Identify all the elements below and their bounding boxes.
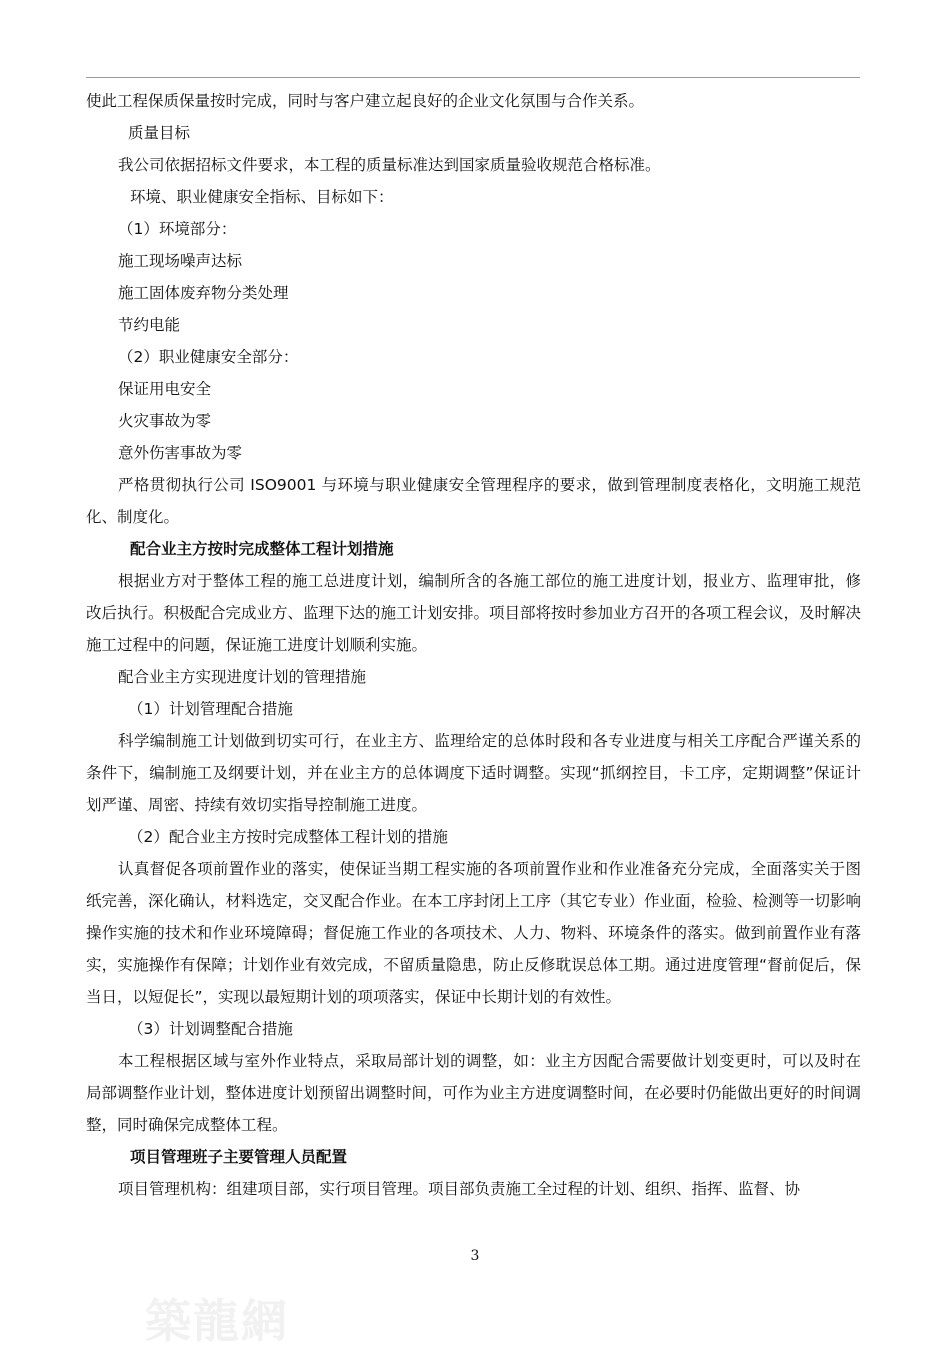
paragraph: 科学编制施工计划做到切实可行，在业主方、监理给定的总体时段和各专业进度与相关工序配合严谨关系的条件下，编制施工及纲要计划，并在业主方的总体调度下适时调整。实现“抓纲控目，卡工序，定期调整”保证计划严谨、周密、持续有效切实指导控制施工进度。 xyxy=(86,732,861,814)
subsection-heading: （2）配合业主方按时完成整体工程计划的措施 xyxy=(128,828,448,846)
watermark: 築龍網 xyxy=(145,1294,289,1348)
list-item: 保证用电安全 xyxy=(118,380,212,398)
list-item: 施工现场噪声达标 xyxy=(118,252,243,270)
list-item: 节约电能 xyxy=(118,316,181,334)
list-heading: （2）职业健康安全部分： xyxy=(118,348,299,366)
subsection-heading: （3）计划调整配合措施 xyxy=(128,1020,293,1038)
paragraph: 项目管理机构：组建项目部，实行项目管理。项目部负责施工全过程的计划、组织、指挥、监督、协 xyxy=(118,1180,801,1198)
paragraph: 认真督促各项前置作业的落实，使保证当期工程实施的各项前置作业和作业准备充分完成，全面落实关于图纸完善，深化确认，材料选定，交叉配合作业。在本工序封闭上工序（其它专业）作业面，检验、检测等一切影响操作实施的技术和作业环境障碍；督促施工作业的各项技术、人力、物料、环境条件的落实。做到前置作业有落实，实施操作有保障；计划作业有效完成，不留质量隐患，防止反修耽误总体工期。通过进度管理“督前促后，保当日，以短促长”，实现以最短期计划的项项落实，保证中长期计划的有效性。 xyxy=(86,860,862,1006)
list-heading: （1）环境部分： xyxy=(118,220,237,238)
paragraph: 根据业方对于整体工程的施工总进度计划，编制所含的各施工部位的施工进度计划，报业方、监理审批，修改后执行。积极配合完成业方、监理下达的施工计划安排。项目部将按时参加业方召开的各项工程会议，及时解决施工过程中的问题，保证施工进度计划顺利实施。 xyxy=(86,572,862,654)
text-line: 使此工程保质保量按时完成，同时与客户建立起良好的企业文化氛围与合作关系。 xyxy=(86,92,645,110)
paragraph: 严格贯彻执行公司 ISO9001 与环境与职业健康安全管理程序的要求，做到管理制度表格化，文明施工规范化、制度化。 xyxy=(86,476,861,526)
page-number: 3 xyxy=(470,1248,480,1264)
list-item: 施工固体废弃物分类处理 xyxy=(118,284,289,302)
section-heading: 项目管理班子主要管理人员配置 xyxy=(130,1148,348,1166)
text-line: 我公司依据招标文件要求，本工程的质量标准达到国家质量验收规范合格标准。 xyxy=(118,156,661,174)
header-rule xyxy=(86,77,860,78)
section-heading: 配合业主方按时完成整体工程计划措施 xyxy=(130,540,394,558)
list-item: 火灾事故为零 xyxy=(118,412,212,430)
paragraph: 本工程根据区域与室外作业特点，采取局部计划的调整，如：业主方因配合需要做计划变更时，可以及时在局部调整作业计划，整体进度计划预留出调整时间，可作为业主方进度调整时间，在必要时仍能做出更好的时间调整，同时确保完成整体工程。 xyxy=(86,1052,862,1134)
document-body xyxy=(86,85,861,1205)
subsection-heading: （1）计划管理配合措施 xyxy=(128,700,293,718)
subsection-heading: 配合业主方实现进度计划的管理措施 xyxy=(118,668,367,686)
section-heading-environment: 环境、职业健康安全指标、目标如下： xyxy=(130,188,394,206)
section-heading-quality: 质量目标 xyxy=(128,124,191,142)
list-item: 意外伤害事故为零 xyxy=(118,444,243,462)
